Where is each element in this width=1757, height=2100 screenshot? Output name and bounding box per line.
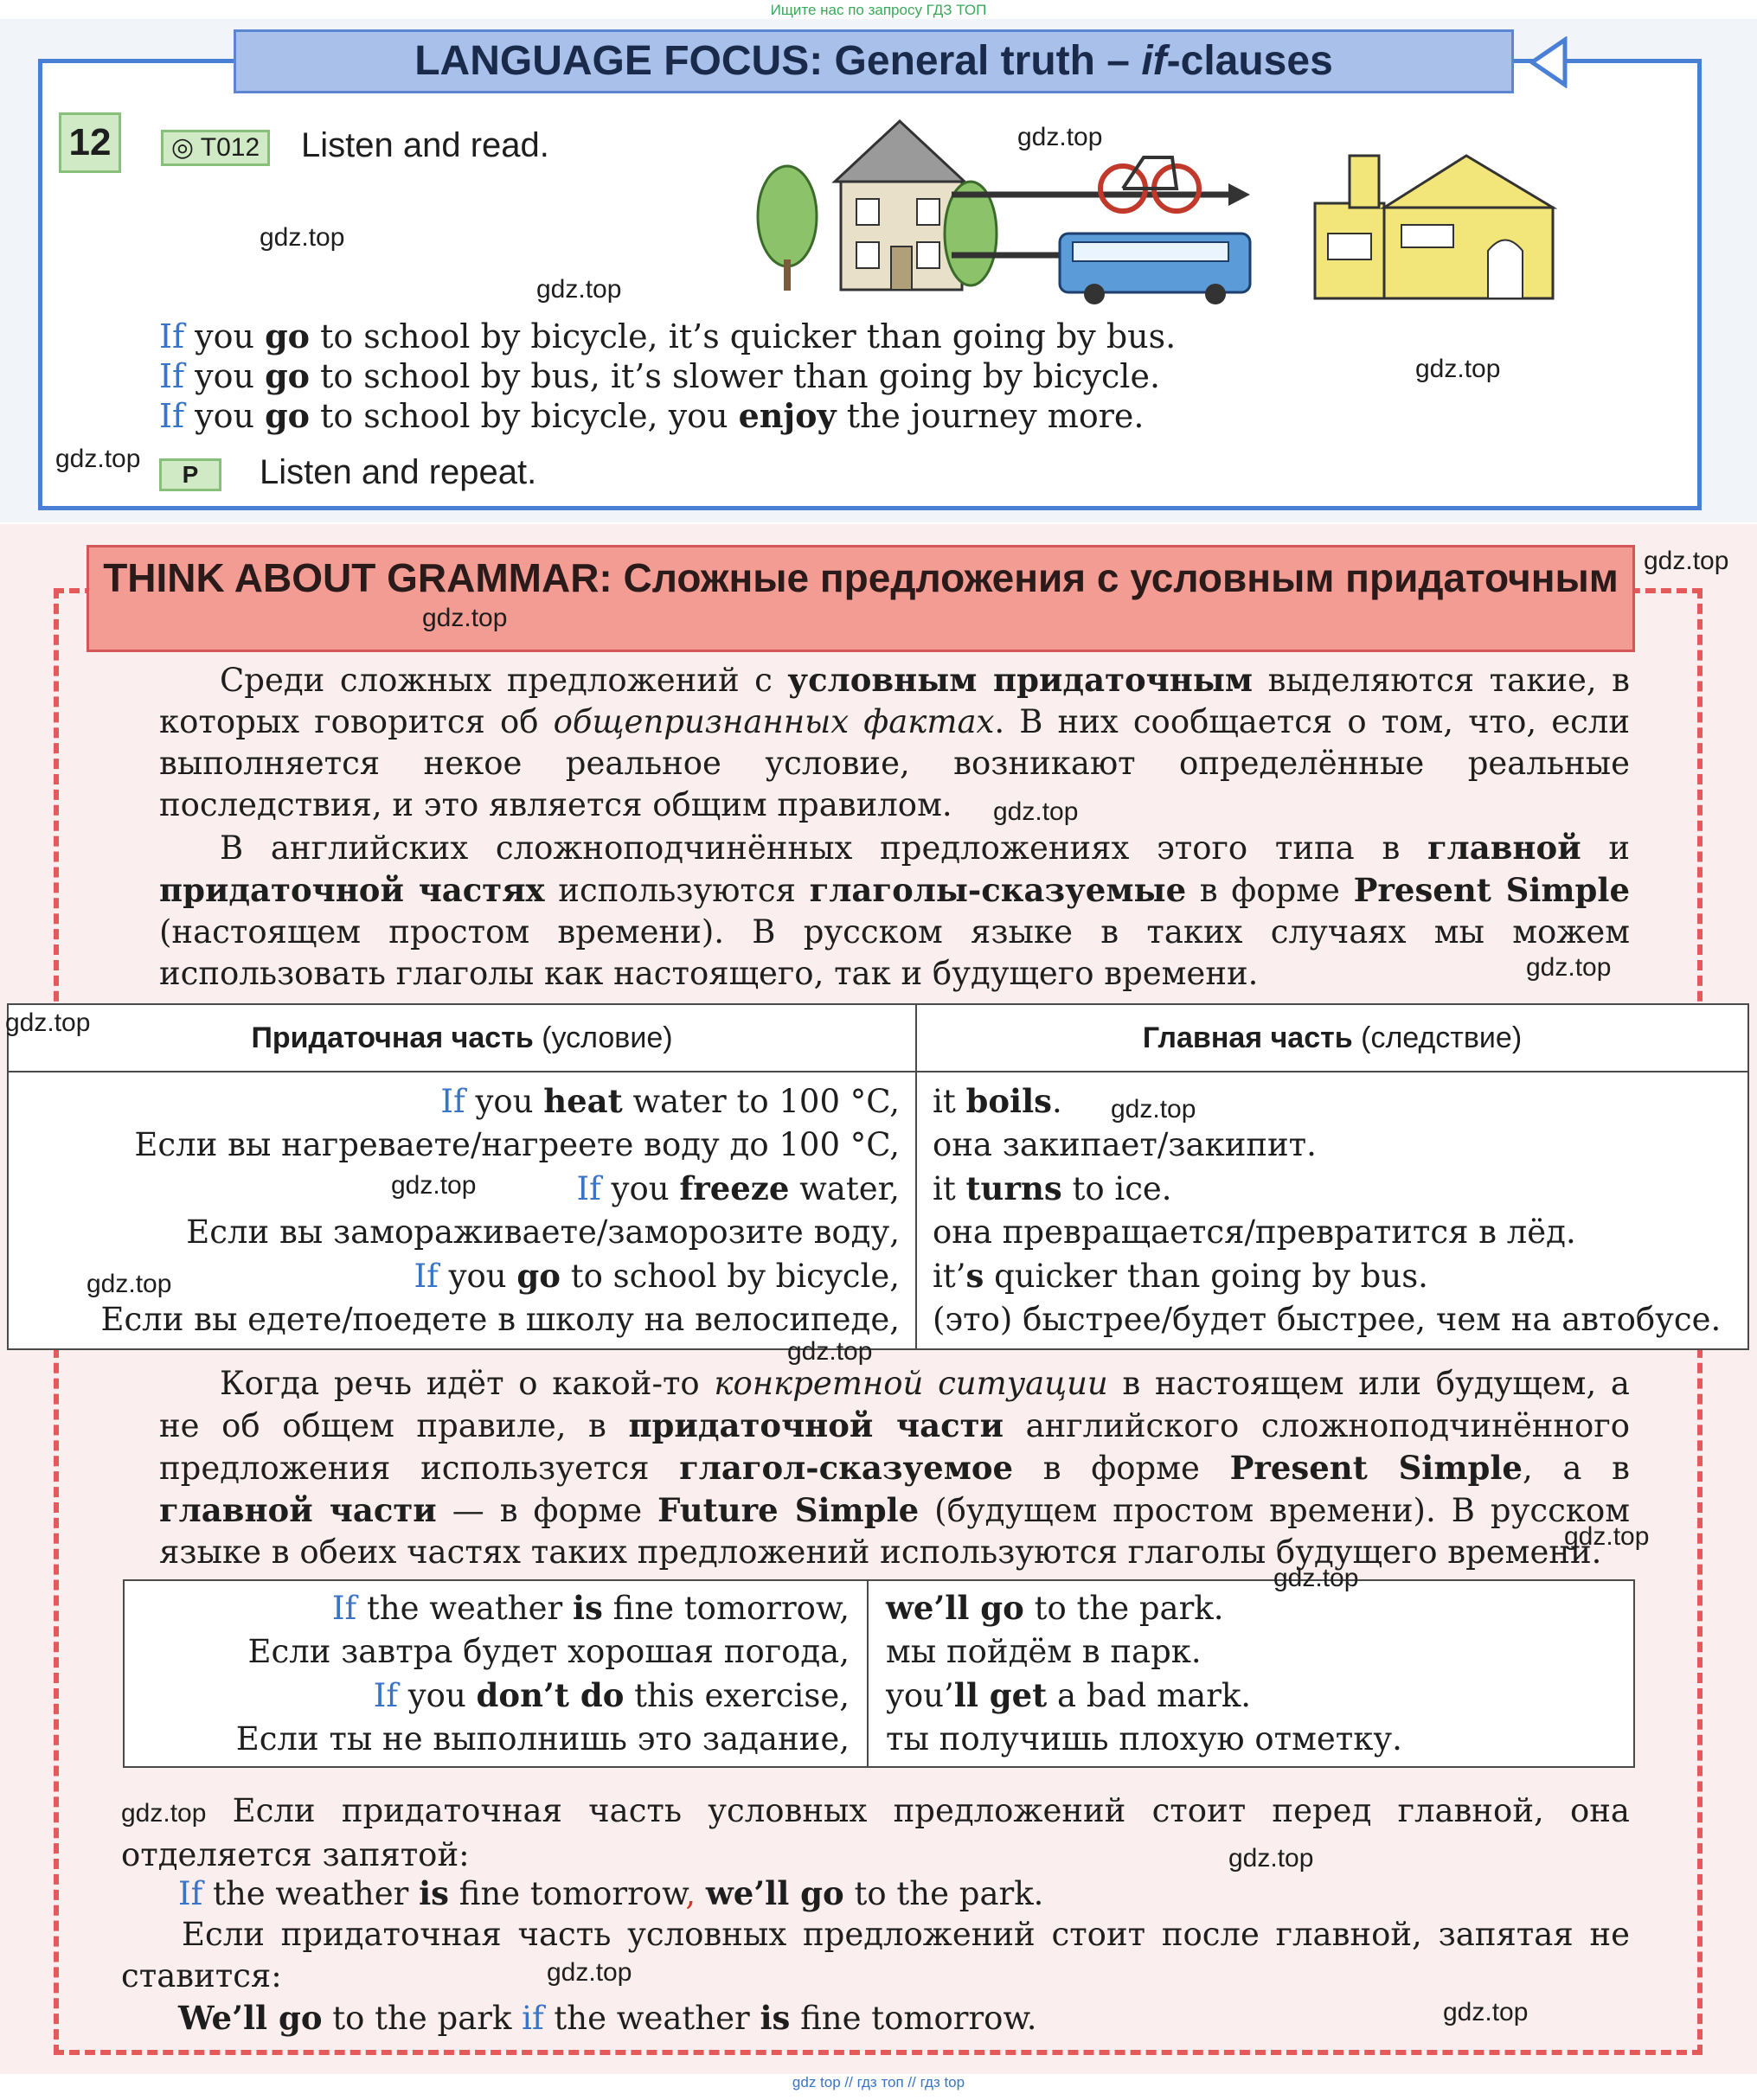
audio-track-badge[interactable]: ◎ T012 <box>161 130 270 166</box>
watermark: gdz.top <box>1228 1844 1314 1873</box>
table-row <box>8 1072 1748 1349</box>
watermark: gdz.top <box>1111 1095 1196 1124</box>
watermark: gdz.top <box>1415 355 1501 383</box>
general-truth-table <box>7 1003 1749 1350</box>
subordinate-cell: If the weather is fine tomorrow, Если завтра будет хорошая погода, If you don’t do this exercise, Если ты не выполнишь это задание, <box>124 1580 868 1767</box>
watermark: gdz.top <box>422 604 508 632</box>
column-header-subordinate: Придаточная часть (условие) <box>8 1004 916 1072</box>
watermark: gdz.top <box>1017 123 1103 151</box>
subordinate-cell: If you heat water to 100 °C, Если вы нагреваете/нагреете воду до 100 °C, If you freeze water, Если вы замораживаете/заморозите воду, If you go to school by bicycle, Если вы едете/поедете в школу на велосипеде, <box>8 1072 916 1349</box>
frame-top-left-line <box>38 59 237 63</box>
grammar-title: THINK ABOUT GRAMMAR: Сложные предложения с условным придаточным <box>87 545 1635 652</box>
no-comma-example: We’ll go to the park if the weather is fine tomorrow. <box>178 1999 1037 2037</box>
main-clause-cell: we’ll go to the park. мы пойдём в парк. you’ll get a bad mark. ты получишь плохую отметку. <box>868 1580 1634 1767</box>
repeat-instruction: Listen and repeat. <box>260 453 537 491</box>
main-clause-cell: it boils. она закипает/закипит. it turns to ice. она превращается/превратится в лёд. it’s quicker than going by bus. (это) быстрее/будет быстрее, чем на автобусе. <box>916 1072 1748 1349</box>
grammar-paragraph-4: gdz.top Если придаточная часть условных предложений стоит перед главной, она отделяется запятой: <box>121 1792 1630 1873</box>
grammar-paragraph-5: Если придаточная часть условных предложений стоит после главной, запятая не ставится: <box>121 1916 1630 1994</box>
watermark: gdz.top <box>993 797 1079 826</box>
example-sentence-2: If you go to school by bus, it’s slower than going by bicycle. <box>159 356 1161 395</box>
watermark: gdz.top <box>55 445 141 473</box>
top-note: Ищите нас по запросу ГДЗ ТОП <box>770 2 987 18</box>
watermark: gdz.top <box>260 223 345 252</box>
watermark: gdz.top <box>1526 953 1612 982</box>
arrow-left-icon <box>1527 36 1570 88</box>
watermark: gdz.top <box>787 1337 873 1366</box>
grammar-paragraph-2: В английских сложноподчинённых предложениях этого типа в главной и придаточной частях используются глаголы-сказуемые в форме Present Simple (настоящем простом времени). В русском языке в таких случаях мы можем использовать глаголы как настоящего, так и будущего времени. <box>159 829 1631 992</box>
column-header-main: Главная часть (следствие) <box>916 1004 1748 1072</box>
table-header-row <box>8 1004 1748 1072</box>
comma-example: If the weather is fine tomorrow, we’ll go to the park. <box>178 1874 1044 1912</box>
watermark: gdz.top <box>547 1958 632 1987</box>
watermark: gdz.top <box>1644 547 1729 575</box>
pronunciation-badge[interactable]: P <box>159 458 221 491</box>
watermark: gdz.top <box>391 1171 477 1200</box>
specific-situation-table <box>123 1579 1635 1768</box>
exercise-instruction: Listen and read. <box>301 126 549 164</box>
bottom-note: gdz top // гдз топ // гдз top <box>792 2074 965 2090</box>
example-sentence-1: If you go to school by bicycle, it’s quicker than going by bus. <box>159 317 1177 355</box>
language-focus-title: LANGUAGE FOCUS: General truth – if-clauses <box>234 29 1514 93</box>
watermark: gdz.top <box>87 1270 172 1298</box>
example-sentence-3: If you go to school by bicycle, you enjoy the journey more. <box>159 396 1145 435</box>
watermark: gdz.top <box>536 275 622 304</box>
house-bicycle-bus-school-illustration <box>744 104 1609 311</box>
table-row <box>124 1580 1634 1767</box>
watermark: gdz.top <box>5 1008 91 1037</box>
exercise-number: 12 <box>59 112 121 173</box>
audio-disc-icon: ◎ <box>170 133 201 162</box>
watermark: gdz.top <box>1443 1998 1529 2026</box>
watermark: gdz.top <box>1564 1522 1650 1551</box>
grammar-paragraph-1: Среди сложных предложений с условным придаточным выделяются такие, в которых говорится об общепризнанных фактах. В них сообщается о том, что, если выполняется некое реальное условие, возникают определённые реальные последствия, и это является общим правилом. <box>159 661 1630 823</box>
grammar-paragraph-3: Когда речь идёт о какой-то конкретной ситуации в настоящем или будущем, а не об общем правиле, в придаточной части английского сложноподчинённого предложения используется глагол-сказуемое в форме Present Simple, а в главной части — в форме Future Simple (будущем простом времени). В русском языке в обеих частях таких предложений используются глаголы будущего времени. <box>159 1365 1630 1571</box>
watermark: gdz.top <box>1273 1564 1359 1592</box>
